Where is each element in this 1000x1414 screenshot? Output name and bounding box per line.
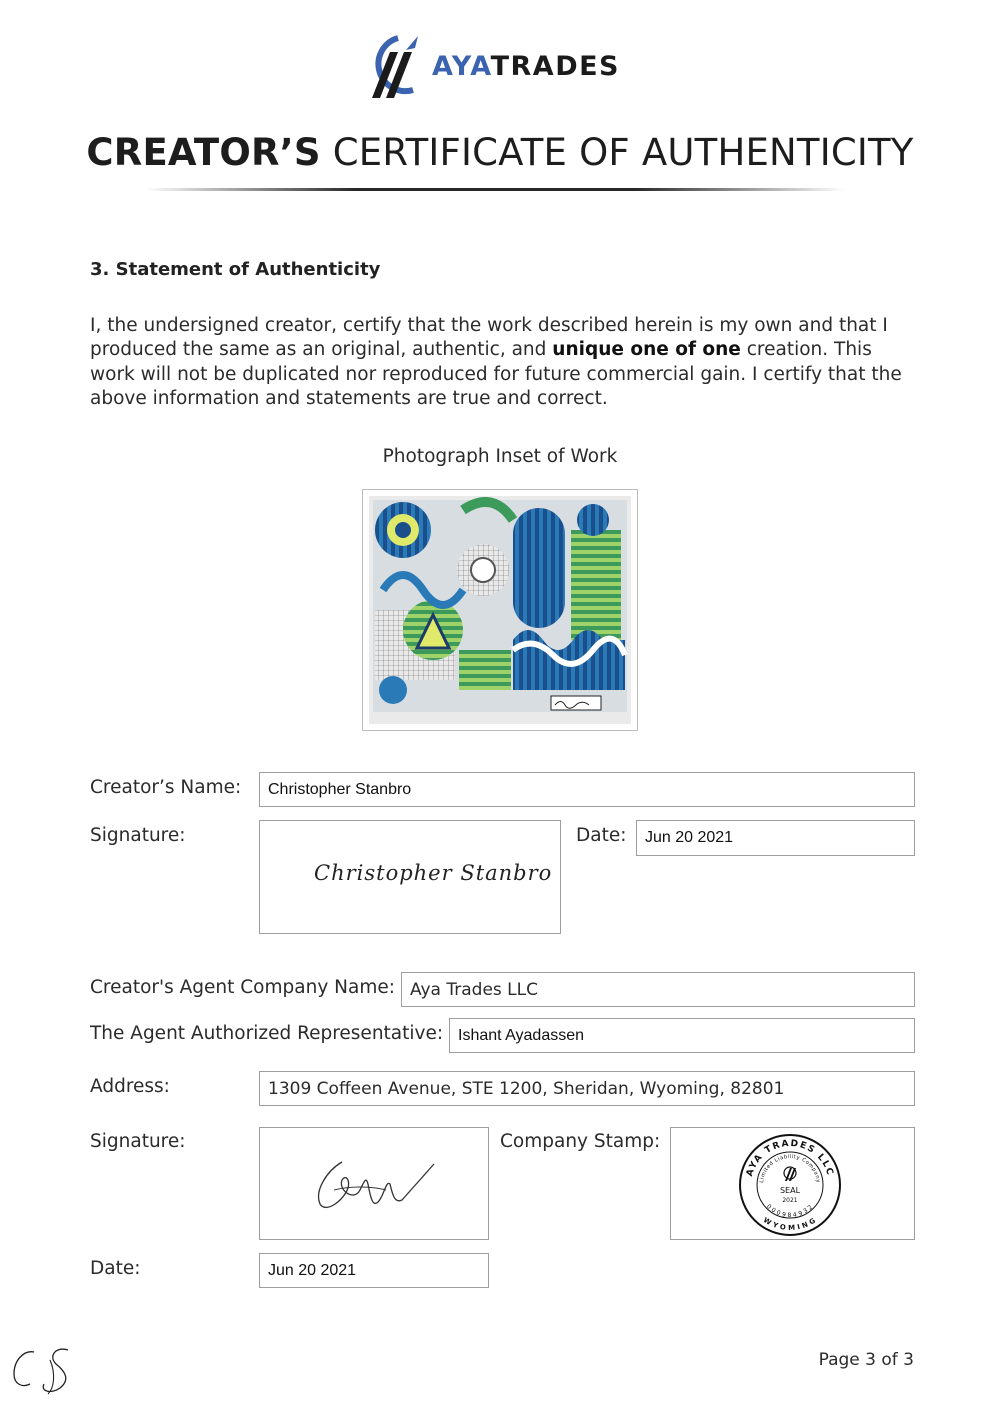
seal-year-text: 2021: [782, 1197, 798, 1204]
brand-aya: AYA: [432, 51, 491, 82]
statement-paragraph: [90, 314, 920, 411]
artwork-image: [363, 490, 637, 730]
agent-company-value: Aya Trades LLC: [410, 979, 538, 1000]
agent-rep-value: Ishant Ayadassen: [458, 1026, 585, 1044]
company-stamp-label: Company Stamp:: [500, 1131, 661, 1152]
seal-inner-text: Limited Liability Company: [759, 1153, 821, 1184]
title-divider: [145, 188, 845, 191]
photo-caption: Photograph Inset of Work: [382, 446, 618, 467]
creator-name-field[interactable]: [259, 772, 915, 807]
page-indicator: Page 3 of 3: [818, 1350, 914, 1370]
seal-logo-icon: [784, 1167, 796, 1181]
seal-top-text: AYA TRADES LLC: [745, 1138, 835, 1178]
initials-signature: [10, 1344, 80, 1396]
company-stamp-box: [670, 1127, 915, 1240]
creator-date-field[interactable]: [636, 820, 915, 856]
creator-name-value: Christopher Stanbro: [268, 780, 412, 798]
brand-wordmark: [432, 50, 620, 84]
creator-name-label: Creator’s Name:: [90, 777, 242, 798]
seal-number-text: 000984932: [765, 1203, 815, 1219]
statement-text-2: creation. This work will not be duplicated nor reproduced for future commercial gain. I certify that the above information and statements are true and correct.: [90, 339, 902, 409]
agent-address-field[interactable]: [259, 1071, 915, 1106]
title-rest: CERTIFICATE OF AUTHENTICITY: [320, 131, 914, 174]
company-seal: [737, 1132, 843, 1238]
brand-trades: TRADES: [490, 51, 620, 82]
agent-company-field[interactable]: [401, 972, 915, 1007]
agent-address-value: 1309 Coffeen Avenue, STE 1200, Sheridan, Wyoming, 82801: [268, 1078, 785, 1099]
agent-rep-label: The Agent Authorized Representative:: [90, 1023, 444, 1044]
svg-text:000984932: [765, 1203, 815, 1219]
agent-date-value: Jun 20 2021: [268, 1261, 357, 1279]
section-heading: 3. Statement of Authenticity: [90, 259, 381, 280]
seal-center-text: SEAL: [779, 1186, 801, 1195]
agent-signature-label: Signature:: [90, 1131, 186, 1152]
agent-rep-field[interactable]: [449, 1018, 915, 1053]
creator-date-value: Jun 20 2021: [645, 829, 734, 846]
agent-company-label: Creator's Agent Company Name:: [90, 977, 395, 998]
agent-date-label: Date:: [90, 1258, 141, 1279]
page-title: [0, 128, 1000, 178]
seal-bottom-text: WYOMING: [761, 1215, 819, 1233]
brand-logo-icon: [368, 34, 420, 100]
agent-date-field[interactable]: [259, 1253, 489, 1288]
agent-address-label: Address:: [90, 1076, 170, 1097]
creator-signature-box[interactable]: [259, 820, 561, 934]
artwork-photo: [362, 489, 638, 731]
statement-bold: unique one of one: [552, 339, 741, 361]
agent-signature-box[interactable]: [259, 1127, 489, 1240]
creator-signature-value: Christopher Stanbro: [314, 861, 553, 885]
statement-text-1: I, the undersigned creator, certify that the work described herein is my own and that I produced the same as an original, authentic, and: [90, 315, 888, 361]
title-bold: CREATOR’S: [86, 131, 321, 174]
agent-signature-mark: [310, 1150, 440, 1220]
creator-date-label: Date:: [576, 825, 627, 846]
creator-signature-label: Signature:: [90, 825, 186, 846]
